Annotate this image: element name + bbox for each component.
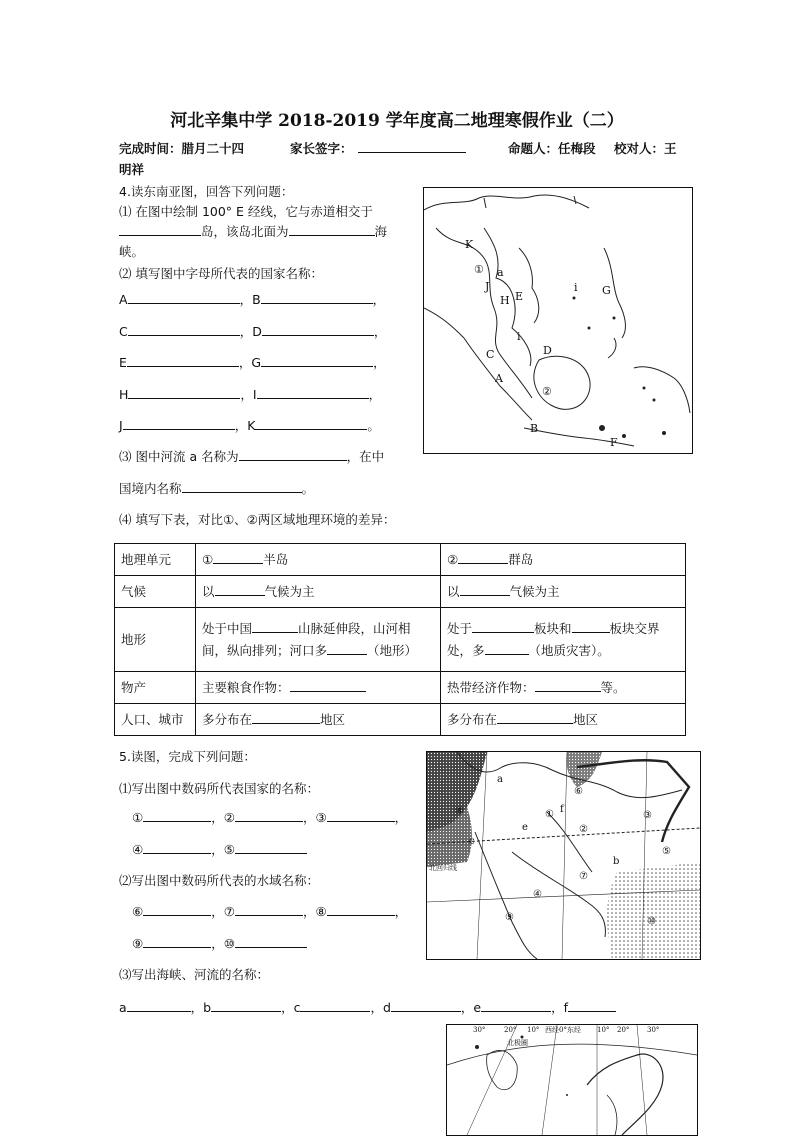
map5-label-c: c bbox=[469, 836, 475, 847]
parent-sign-label: 家长签字： bbox=[290, 141, 353, 156]
map4-label-C: C bbox=[486, 348, 495, 361]
map4-label-i: i bbox=[574, 281, 578, 294]
blank-A[interactable] bbox=[128, 290, 240, 304]
map4-label-B: B bbox=[530, 422, 539, 435]
map5-label-9: ⑨ bbox=[505, 912, 514, 923]
q5-row-123: ① ，② ，③ ， bbox=[132, 810, 408, 825]
map4-label-1: ① bbox=[474, 263, 484, 276]
table-row bbox=[115, 608, 686, 672]
map5-label-10: ⑩ bbox=[647, 916, 656, 927]
map5-label-tropic: 北回归线 bbox=[429, 864, 457, 872]
map4-label-F: F bbox=[610, 436, 618, 449]
map3-lbl-5: 10° bbox=[597, 1026, 610, 1034]
map5-label-3: ③ bbox=[643, 810, 652, 821]
cell-1[interactable]: 主要粮食作物： bbox=[196, 672, 441, 704]
map5-label-1: ① bbox=[545, 809, 554, 820]
map5-label-6: ⑥ bbox=[574, 786, 583, 797]
map5-label-f: f bbox=[560, 804, 564, 815]
map4-label-H: H bbox=[500, 294, 510, 307]
cell-2[interactable]: 以 气候为主 bbox=[441, 576, 686, 608]
table-row bbox=[115, 704, 686, 736]
q5-row-910: ⑨ ，⑩ bbox=[132, 934, 307, 954]
parent-sign-blank[interactable] bbox=[358, 139, 466, 153]
q4-p1-line2: 岛，该岛北面为 海 bbox=[119, 222, 387, 242]
comparison-table bbox=[114, 543, 686, 736]
europe-map-svg bbox=[447, 1025, 697, 1135]
q4-row-ab: A ，B ， bbox=[119, 292, 386, 307]
map5-label-e: e bbox=[522, 822, 528, 833]
reviewer-label-cont: 明祥 bbox=[119, 162, 145, 177]
q4-p3-line1: ⑶ 图中河流 a 名称为 ，在中 bbox=[119, 449, 385, 464]
blank-C[interactable] bbox=[128, 322, 240, 336]
table-row bbox=[115, 544, 686, 576]
cell-1[interactable]: 处于中国 山脉延伸段，山河相间，纵向排列；河口多 （地形） bbox=[196, 608, 441, 672]
q5-row-45: ④ ，⑤ bbox=[132, 840, 307, 860]
map4-label-E: E bbox=[515, 290, 524, 303]
map4-label-i2: i bbox=[517, 330, 521, 343]
map4-label-K: K bbox=[465, 238, 474, 251]
q4-p2: ⑵ 填写图中字母所代表的国家名称： bbox=[119, 266, 323, 281]
blank-B[interactable] bbox=[261, 290, 373, 304]
q5-row-678: ⑥ ，⑦ ，⑧ ， bbox=[132, 904, 408, 919]
river-cn-blank[interactable] bbox=[182, 479, 302, 493]
map4-label-A: A bbox=[495, 372, 503, 385]
middle-east-map-svg bbox=[427, 752, 700, 959]
blank-K[interactable] bbox=[255, 416, 367, 430]
map4-label-G: G bbox=[602, 284, 611, 297]
q5-p1: ⑴写出图中数码所代表国家的名称： bbox=[119, 781, 320, 796]
island-blank[interactable] bbox=[119, 222, 201, 236]
q4-title: 4.读东南亚图，回答下列问题： bbox=[119, 184, 294, 199]
q4-p4: ⑷ 填写下表，对比①、②两区域地理环境的差异： bbox=[119, 512, 396, 527]
strait-blank[interactable] bbox=[289, 222, 375, 236]
blank-E[interactable] bbox=[127, 353, 239, 367]
map4-label-2: ② bbox=[542, 385, 552, 398]
cell-2[interactable]: 热带经济作物： 等。 bbox=[441, 672, 686, 704]
page-title: 河北辛集中学 2018-2019 学年度高二地理寒假作业（二） bbox=[170, 111, 624, 131]
map3-lbl-6: 20° bbox=[617, 1026, 630, 1034]
row-header: 地理单元 bbox=[115, 544, 196, 576]
map5-label-2: ② bbox=[579, 824, 588, 835]
blank-J[interactable] bbox=[123, 416, 235, 430]
cell-2[interactable]: 处于 板块和 板块交界处，多 （地质灾害）。 bbox=[441, 608, 686, 672]
map5-label-4: ④ bbox=[533, 889, 542, 900]
map3-lbl-4: 西经0°东经 bbox=[545, 1026, 581, 1034]
blank-D[interactable] bbox=[262, 322, 374, 336]
cell-1[interactable]: 多分布在 地区 bbox=[196, 704, 441, 736]
row-header: 人口、城市 bbox=[115, 704, 196, 736]
q4-p3-line2: 国境内名称 。 bbox=[119, 481, 315, 496]
map3-lbl-2: 20° bbox=[504, 1026, 517, 1034]
q4-p1-a: ⑴ 在图中绘制 100° E 经线，它与赤道相交于 bbox=[119, 204, 373, 219]
cell-2[interactable]: 多分布在 地区 bbox=[441, 704, 686, 736]
map4-label-a: a bbox=[497, 266, 504, 279]
q4-row-cd: C ，D ， bbox=[119, 324, 387, 339]
map4-label-J: J bbox=[485, 280, 490, 293]
map3-lbl-arctic: 北极圈 bbox=[507, 1039, 528, 1047]
table-row bbox=[115, 672, 686, 704]
map5-label-b: b bbox=[613, 856, 620, 867]
row-header: 气候 bbox=[115, 576, 196, 608]
q4-row-eg: E ，G ， bbox=[119, 355, 386, 370]
author-label: 命题人：任梅段 bbox=[508, 141, 596, 156]
middle-east-map bbox=[426, 751, 701, 960]
map4-label-D: D bbox=[543, 344, 552, 357]
q4-p1-d: 峡。 bbox=[119, 244, 145, 259]
row-header: 物产 bbox=[115, 672, 196, 704]
blank-I[interactable] bbox=[257, 385, 369, 399]
complete-time: 完成时间：腊月二十四 bbox=[119, 141, 245, 156]
q5-p3: ⑶写出海峡、河流的名称： bbox=[119, 967, 270, 982]
q4-row-hi: H ，I ， bbox=[119, 387, 382, 402]
cell-2[interactable]: ② 群岛 bbox=[441, 544, 686, 576]
q4-row-jk: J ，K 。 bbox=[119, 418, 380, 433]
europe-map bbox=[446, 1024, 698, 1136]
q5-title: 5.读图，完成下列问题： bbox=[119, 749, 256, 764]
map3-lbl-1: 30° bbox=[473, 1026, 486, 1034]
row-header: 地形 bbox=[115, 608, 196, 672]
map3-lbl-3: 10° bbox=[527, 1026, 540, 1034]
q5-p2: ⑵写出图中数码所代表的水域名称： bbox=[119, 873, 320, 888]
cell-1[interactable]: 以 气候为主 bbox=[196, 576, 441, 608]
cell-1[interactable]: ① 半岛 bbox=[196, 544, 441, 576]
q5-row-af: a ，b ，c ，d ，e ，f bbox=[119, 998, 616, 1018]
reviewer-label: 校对人：王 bbox=[614, 141, 677, 156]
southeast-asia-map bbox=[423, 187, 693, 454]
blank-H[interactable] bbox=[128, 385, 240, 399]
map3-lbl-7: 30° bbox=[647, 1026, 660, 1034]
southeast-asia-map-svg bbox=[424, 188, 692, 453]
map5-label-a: a bbox=[497, 774, 503, 785]
table-row bbox=[115, 576, 686, 608]
map5-label-5: ⑤ bbox=[662, 846, 671, 857]
map5-label-7: ⑦ bbox=[579, 871, 588, 882]
map5-label-8: ⑧ bbox=[455, 806, 464, 817]
blank-G[interactable] bbox=[261, 353, 373, 367]
river-a-blank[interactable] bbox=[239, 447, 347, 461]
